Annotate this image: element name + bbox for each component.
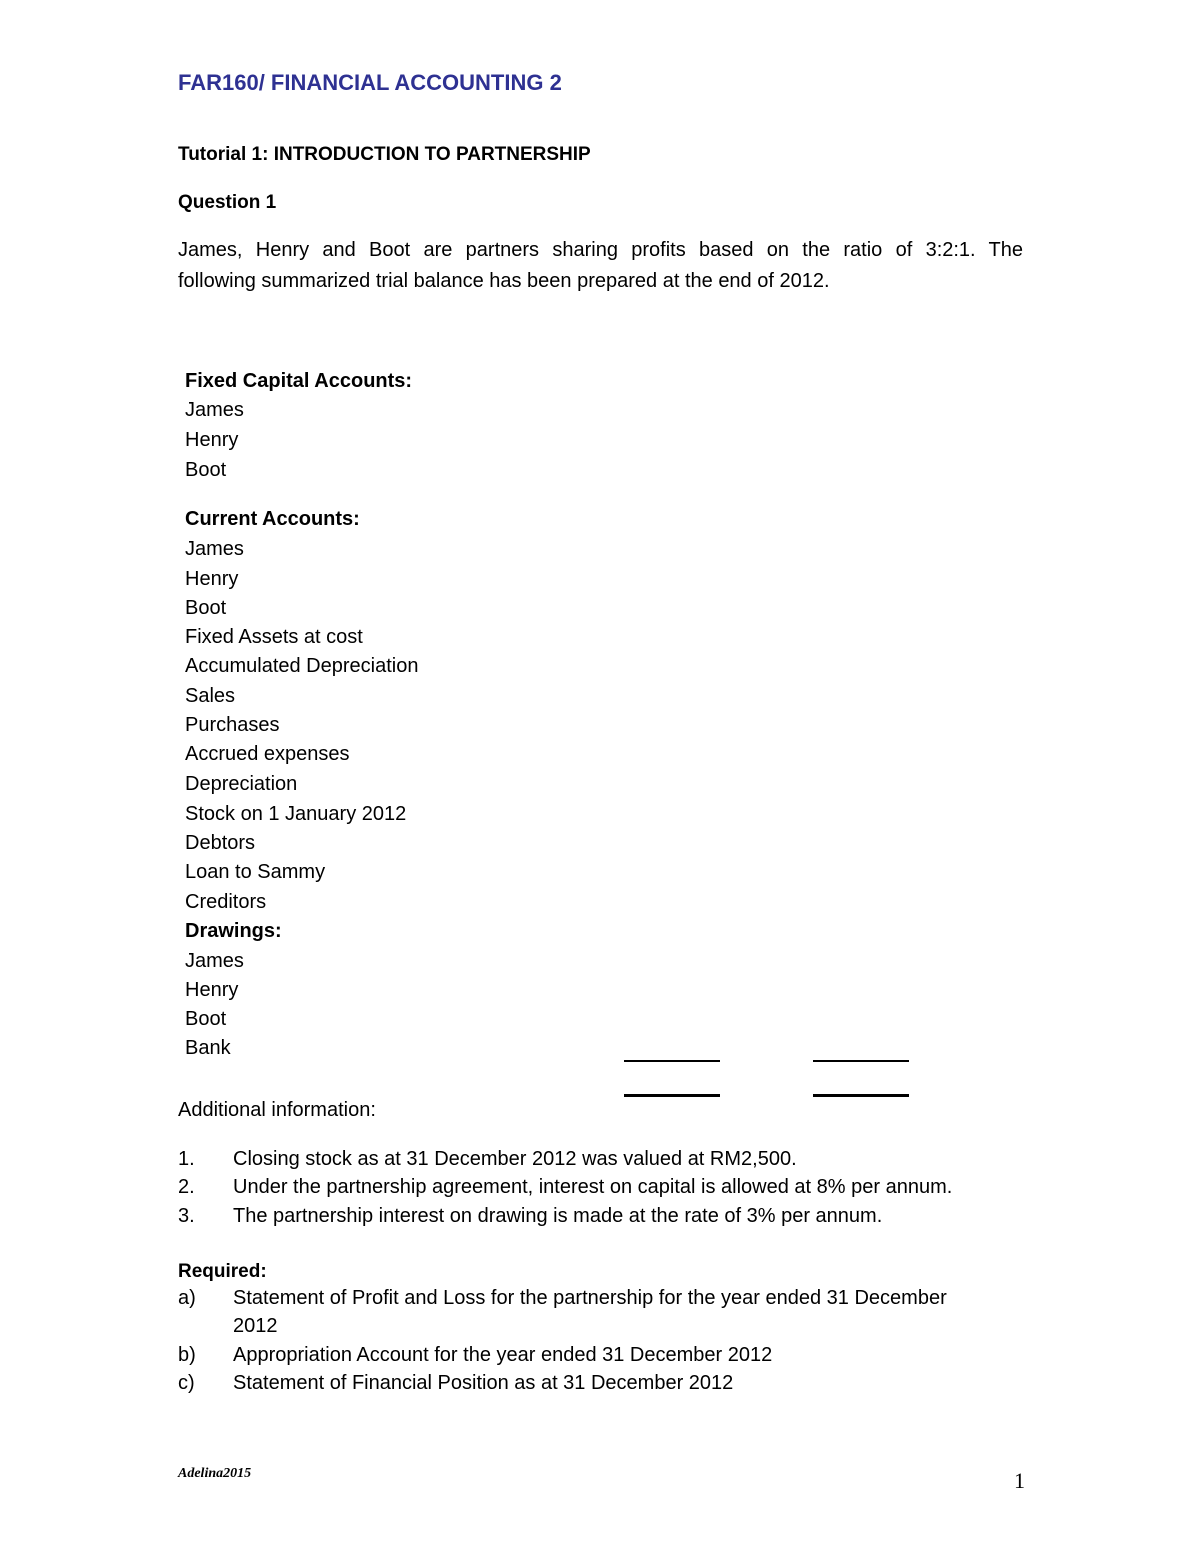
- tb-row-label: Accrued expenses: [185, 743, 350, 765]
- course-title: FAR160/ FINANCIAL ACCOUNTING 2: [178, 70, 562, 95]
- required-item-text: 2012: [233, 1315, 278, 1337]
- tb-row-label: Creditors: [185, 891, 267, 913]
- footer-author: Adelina2015: [178, 1466, 252, 1481]
- tb-row-label: Loan to Sammy: [185, 861, 326, 883]
- cr-total-rule-1: [813, 1094, 909, 1097]
- question-intro: [178, 235, 1023, 297]
- additional-info-title: Additional information:: [178, 1099, 376, 1121]
- additional-info-item-number: 1.: [178, 1148, 195, 1170]
- dr-subtotal-rule: [624, 1060, 720, 1062]
- tb-row-label: Fixed Assets at cost: [185, 626, 363, 648]
- tutorial-title: Tutorial 1: INTRODUCTION TO PARTNERSHIP: [178, 144, 591, 165]
- tb-row-label: Debtors: [185, 832, 256, 854]
- page-number: 1: [1014, 1468, 1025, 1493]
- intro-line-1: James, Henry and Boot are partners sharing profits based on the ratio of 3:2:1. The: [178, 239, 1023, 261]
- tb-row-label: Henry: [185, 979, 239, 1001]
- tb-row-label: Current Accounts:: [185, 508, 360, 530]
- cr-subtotal-rule: [813, 1060, 909, 1062]
- tb-row-label: Boot: [185, 459, 227, 481]
- tb-row-label: Boot: [185, 597, 227, 619]
- tb-row-label: James: [185, 399, 244, 421]
- tb-row-label: Fixed Capital Accounts:: [185, 370, 413, 392]
- tb-row-label: Bank: [185, 1037, 231, 1059]
- tb-row-label: Depreciation: [185, 773, 298, 795]
- tb-row-label: Henry: [185, 568, 239, 590]
- additional-info-item-number: 3.: [178, 1205, 195, 1227]
- dr-total-rule-1: [624, 1094, 720, 1097]
- required-item-number: a): [178, 1287, 196, 1309]
- tb-row-label: James: [185, 538, 244, 560]
- required-item-number: c): [178, 1372, 195, 1394]
- question-title: Question 1: [178, 192, 277, 213]
- additional-info-item-text: The partnership interest on drawing is made at the rate of 3% per annum.: [233, 1205, 883, 1227]
- tb-row-label: Purchases: [185, 714, 280, 736]
- additional-info-item-number: 2.: [178, 1176, 195, 1198]
- tb-row-label: Accumulated Depreciation: [185, 655, 419, 677]
- required-item-text: Statement of Financial Position as at 31 December 2012: [233, 1372, 734, 1394]
- tb-row-label: Boot: [185, 1008, 227, 1030]
- additional-info-item-text: Under the partnership agreement, interest on capital is allowed at 8% per annum.: [233, 1176, 953, 1198]
- tb-row-label: James: [185, 950, 244, 972]
- additional-info-item-text: Closing stock as at 31 December 2012 was valued at RM2,500.: [233, 1148, 797, 1170]
- required-title: Required:: [178, 1261, 267, 1282]
- required-item-number: b): [178, 1344, 196, 1366]
- required-item-text: Appropriation Account for the year ended 31 December 2012: [233, 1344, 773, 1366]
- intro-line-2: following summarized trial balance has been prepared at the end of 2012.: [178, 270, 830, 292]
- tb-row-label: Stock on 1 January 2012: [185, 803, 407, 825]
- required-item-text: Statement of Profit and Loss for the partnership for the year ended 31 December: [233, 1287, 947, 1309]
- tb-row-label: Drawings:: [185, 920, 282, 942]
- tb-row-label: Henry: [185, 429, 239, 451]
- tb-row-label: Sales: [185, 685, 236, 707]
